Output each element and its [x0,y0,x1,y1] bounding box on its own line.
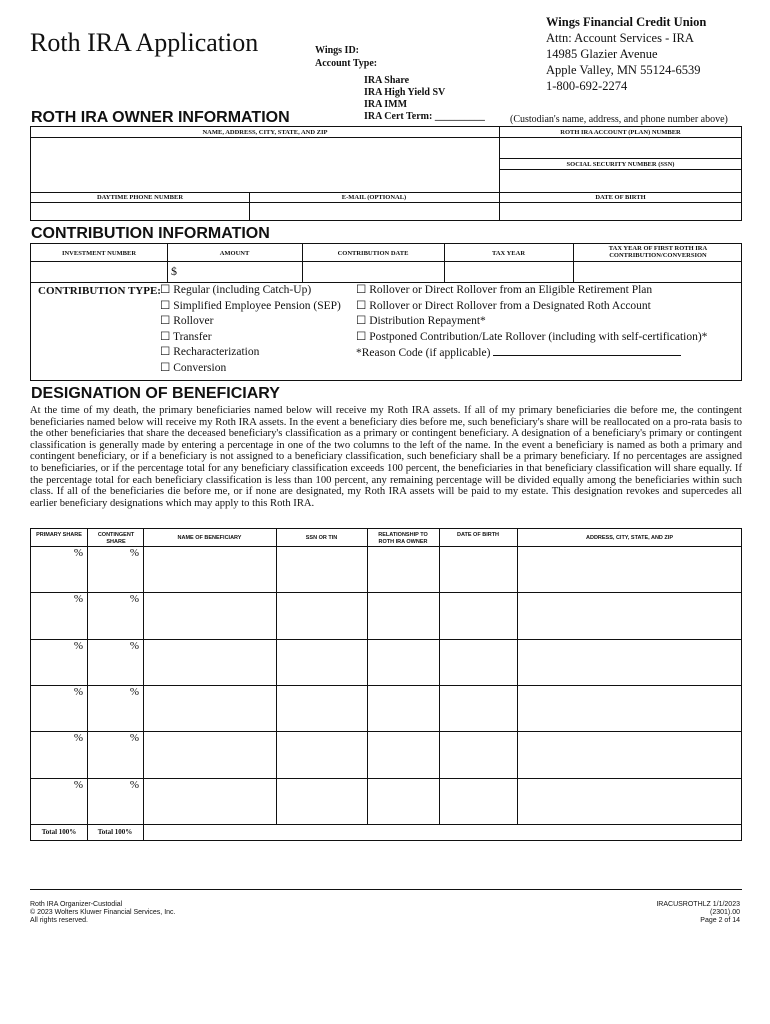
beneficiary-paragraph: At the time of my death, the primary beneficiaries named below will receive my Roth IRA assets. If all of my primary beneficiaries die before me, the contingent beneficiaries named below will receive my Roth IRA assets. In the event a beneficiary dies before me, such beneficiary's share will be reallocated on a pro-rata basis to the other beneficiaries that share the deceased beneficiary's classification as a primary or contingent beneficiary. A designation of a beneficiary's primary or contingent classification is generally made by entering a percentage in one of the two columns to the left of the name. In the event a beneficiary is named as both a primary and contingent beneficiary, or if a beneficiary is not assigned to a beneficiary classification, such beneficiary shall be a primary beneficiary. If no percentages are assigned to beneficiaries, or if the percentage total for any beneficiary classification exceeds 100 percent, the beneficiaries in that beneficiary classification will share equally. If the percentage total for each beneficiary classification is less than 100 percent, any remaining percentage will be divided equally among the beneficiaries within such class. If all of the beneficiaries die before me, or if none are designated, my Roth IRA assets will be paid to my estate. This designation revokes and supercedes all earlier beneficiary designations which may apply to this Roth IRA. [30,405,742,509]
phone-label: DAYTIME PHONE NUMBER [96,194,184,201]
beneficiary-name-field[interactable] [144,640,276,686]
name-address-label: NAME, ADDRESS, CITY, STATE, AND ZIP [202,129,328,136]
address-field[interactable] [518,593,742,639]
dob-field[interactable] [440,547,517,593]
relationship-field[interactable] [368,640,439,686]
divider [31,824,742,825]
beneficiary-row [31,778,742,824]
percent-sign: % [73,593,83,605]
checkbox-icon[interactable]: ☐ [160,284,171,296]
custodian-address [546,14,706,94]
footer-rule [30,889,742,890]
primary-total-label: Total 100% [41,828,77,836]
dob-field[interactable] [440,686,517,732]
beneficiary-row [31,592,742,638]
custodian-attn: Attn: Account Services - IRA [546,31,694,45]
primary-share-field[interactable] [31,547,87,593]
contingent-share-field[interactable] [88,547,143,593]
contribution-type-roth-rollover[interactable]: ☐ Rollover or Direct Rollover from a Designated Roth Account [356,299,651,312]
date-of-birth-header: DATE OF BIRTH [456,532,500,538]
custodian-phone: 1-800-692-2274 [546,79,628,93]
primary-share-field[interactable] [31,640,87,686]
reason-code-field[interactable] [493,345,681,356]
contribution-type-options-right [356,283,707,362]
owner-section-heading: ROTH IRA OWNER INFORMATION [31,109,290,126]
beneficiary-name-field[interactable] [144,686,276,732]
ssn-tin-field[interactable] [277,732,367,778]
percent-sign: % [73,686,83,698]
custodian-street: 14985 Glazier Avenue [546,47,658,61]
contribution-type-repayment[interactable]: ☐ Distribution Repayment* [356,315,486,327]
footer-page-number: Page 2 of 14 [700,917,740,924]
address-field[interactable] [518,686,742,732]
contingent-share-field[interactable] [88,593,143,639]
name-address-field[interactable] [31,138,498,192]
email-label: E-MAIL (OPTIONAL) [341,194,407,201]
dob-field[interactable] [500,203,742,221]
contingent-share-header: CONTINGENT SHARE [97,532,135,545]
footer-rights: All rights reserved. [30,917,88,924]
contribution-type-postponed[interactable]: ☐ Postponed Contribution/Late Rollover (including with self-certification)* [356,330,708,343]
ssn-field[interactable] [500,170,742,192]
owner-info-table [30,126,742,221]
contribution-date-field[interactable] [303,262,444,282]
checkbox-icon[interactable]: ☐ [356,315,367,327]
dollar-sign: $ [171,264,177,278]
relationship-field[interactable] [368,547,439,593]
percent-sign: % [129,640,139,652]
relationship-field[interactable] [368,779,439,825]
address-field[interactable] [518,640,742,686]
account-type-option[interactable]: IRA IMM [364,99,408,110]
dob-label: DATE OF BIRTH [595,194,646,201]
percent-sign: % [73,779,83,791]
percent-sign: % [129,779,139,791]
percent-sign: % [73,547,83,559]
dob-field[interactable] [440,732,517,778]
contribution-type-sep[interactable]: ☐ Simplified Employee Pension (SEP) [160,299,341,312]
contribution-type-transfer[interactable]: ☐ Transfer [160,330,212,343]
contingent-share-field[interactable] [88,732,143,778]
tax-year-label: TAX YEAR [491,250,526,257]
investment-number-label: INVESTMENT NUMBER [61,250,137,257]
primary-share-field[interactable] [31,779,87,825]
contribution-type-plan-rollover[interactable]: ☐ Rollover or Direct Rollover from an Eligible Retirement Plan [356,284,653,296]
contribution-type-recharacterization[interactable]: ☐ Recharacterization [160,346,260,358]
divider [499,158,742,159]
dob-field[interactable] [440,593,517,639]
footer-right [600,901,740,925]
contribution-table [30,243,742,381]
address-field[interactable] [518,779,742,825]
reason-code-row [356,345,707,362]
primary-share-field[interactable] [31,593,87,639]
checkbox-icon[interactable]: ☐ [160,330,171,343]
account-type-option[interactable]: IRA Cert Term: __________ [364,111,485,122]
footer-form-code: IRACUSROTHLZ 1/1/2023 [656,901,740,908]
contribution-type-regular[interactable]: ☐ Regular (including Catch-Up) [160,284,312,296]
address-field[interactable] [518,732,742,778]
account-type-option[interactable]: IRA High Yield SV [364,87,446,98]
account-type-label: Account Type: [315,58,378,69]
dob-field[interactable] [440,640,517,686]
contribution-date-label: CONTRIBUTION DATE [337,250,409,257]
beneficiary-name-field[interactable] [144,779,276,825]
primary-share-field[interactable] [31,732,87,778]
address-field[interactable] [518,547,742,593]
ssn-tin-header: SSN OR TIN [305,535,338,541]
dob-field[interactable] [440,779,517,825]
contingent-share-field[interactable] [88,779,143,825]
beneficiary-name-field[interactable] [144,547,276,593]
checkbox-icon[interactable]: ☐ [356,330,367,343]
address-header: ADDRESS, CITY, STATE, AND ZIP [586,535,673,541]
email-field[interactable] [250,203,498,221]
percent-sign: % [129,686,139,698]
percent-sign: % [73,640,83,652]
divider [31,192,742,193]
beneficiary-section-heading: DESIGNATION OF BENEFICIARY [31,385,280,402]
relationship-header: RELATIONSHIP TO ROTH IRA OWNER [378,532,428,545]
checkbox-icon[interactable]: ☐ [160,346,171,358]
beneficiary-name-header: NAME OF BENEFICIARY [177,535,242,541]
ssn-tin-field[interactable] [277,593,367,639]
contingent-total-label: Total 100% [97,828,133,836]
contribution-type-rollover[interactable]: ☐ Rollover [160,315,214,327]
form-title: Roth IRA Application [30,28,259,57]
amount-field[interactable] [168,262,302,282]
ssn-tin-field[interactable] [277,640,367,686]
investment-number-field[interactable] [31,262,166,282]
contribution-type-options-left [160,283,341,376]
account-number-field[interactable] [500,138,742,158]
percent-sign: % [129,593,139,605]
amount-label: AMOUNT [219,250,250,257]
contingent-share-field[interactable] [88,640,143,686]
wings-id-label: Wings ID: [315,45,359,56]
phone-field[interactable] [31,203,248,221]
beneficiary-name-field[interactable] [144,593,276,639]
beneficiary-row [31,639,742,685]
contribution-type-conversion[interactable]: ☐ Conversion [160,361,227,374]
relationship-field[interactable] [368,593,439,639]
percent-sign: % [73,732,83,744]
beneficiary-row [31,546,742,592]
custodian-note: (Custodian's name, address, and phone number above) [510,114,728,125]
percent-sign: % [129,547,139,559]
custodian-name: Wings Financial Credit Union [546,15,707,29]
ssn-tin-field[interactable] [277,547,367,593]
contribution-section-heading: CONTRIBUTION INFORMATION [31,225,270,242]
checkbox-icon[interactable]: ☐ [160,315,171,327]
checkbox-icon[interactable]: ☐ [356,299,367,312]
relationship-field[interactable] [368,686,439,732]
checkbox-icon[interactable]: ☐ [356,284,367,296]
contribution-type-label: CONTRIBUTION TYPE: [38,285,161,297]
primary-share-field[interactable] [31,686,87,732]
relationship-field[interactable] [368,732,439,778]
footer-form-name: Roth IRA Organizer-Custodial [30,901,123,908]
first-contribution-year-label: TAX YEAR OF FIRST ROTH IRA CONTRIBUTION/CONVERSION [608,245,708,259]
account-type-option[interactable]: IRA Share [364,75,410,86]
account-number-label: ROTH IRA ACCOUNT (PLAN) NUMBER [560,129,681,136]
checkbox-icon[interactable]: ☐ [160,361,171,374]
beneficiary-name-field[interactable] [144,732,276,778]
contingent-share-field[interactable] [88,686,143,732]
beneficiary-row [31,685,742,731]
tax-year-field[interactable] [445,262,573,282]
primary-share-header: PRIMARY SHARE [36,532,82,538]
footer-copyright: © 2023 Wolters Kluwer Financial Services, Inc. [30,909,176,916]
ssn-label: SOCIAL SECURITY NUMBER (SSN) [566,161,675,168]
beneficiary-row [31,731,742,777]
percent-sign: % [129,732,139,744]
footer-left [30,901,175,925]
first-contribution-year-field[interactable] [574,262,742,282]
ssn-tin-field[interactable] [277,686,367,732]
ssn-tin-field[interactable] [277,779,367,825]
footer-version: (2301).00 [710,909,740,916]
reason-code-label: *Reason Code (if applicable) [356,347,491,359]
checkbox-icon[interactable]: ☐ [160,299,171,312]
custodian-city: Apple Valley, MN 55124-6539 [546,63,701,77]
account-type-list[interactable] [364,75,485,123]
beneficiary-table [30,528,742,841]
